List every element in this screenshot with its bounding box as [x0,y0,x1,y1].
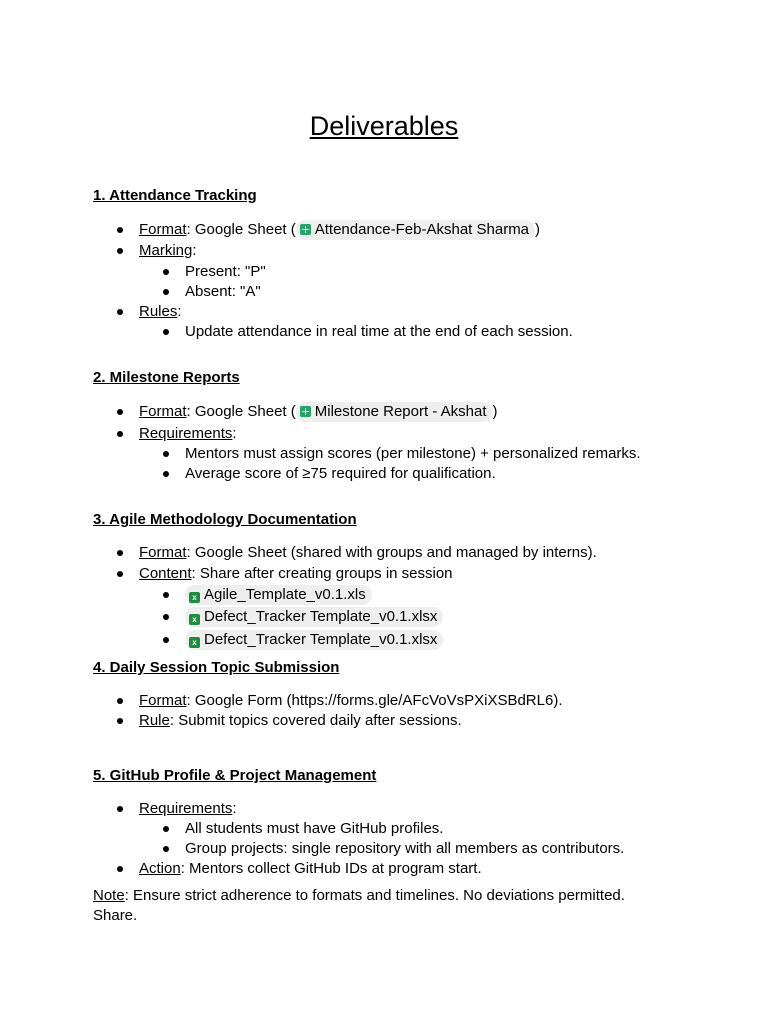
section-heading-daily-session: 4. Daily Session Topic Submission [93,659,340,676]
section-heading-attendance: 1. Attendance Tracking [93,187,257,204]
list-item: Group projects: single repository with all members as contributors. [185,839,624,859]
list-item: Rule: Submit topics covered daily after sessions. [139,711,462,731]
list-item: Format: Google Sheet (shared with groups and managed by interns). [139,543,597,563]
format-label: Format [139,692,187,709]
attendance-sheet-chip[interactable]: Attendance-Feb-Akshat Sharma [296,220,535,240]
bullet [163,329,169,335]
file-chip-agile-template[interactable]: x Agile_Template_v0.1.xls [185,585,372,605]
bullet [117,718,123,724]
list-item: Mentors must assign scores (per milestone) + personalized remarks. [185,444,641,464]
bullet [117,227,123,233]
format-label: Format [139,544,187,561]
list-item: Format: Google Form (https://forms.gle/AFcVoVsPXiXSBdRL6). [139,691,563,711]
list-item: Absent: "A" [185,282,261,302]
bullet [163,451,169,457]
requirements-label: Requirements [139,425,233,442]
section-heading-milestone: 2. Milestone Reports [93,369,240,386]
milestone-sheet-chip[interactable]: Milestone Report - Akshat [296,402,493,422]
rule-label: Rule [139,712,170,729]
format-label: Format [139,403,187,420]
format-label: Format [139,221,187,238]
list-item: Content: Share after creating groups in session [139,564,453,584]
list-item: All students must have GitHub profiles. [185,819,443,839]
file-chip-defect-tracker[interactable]: x Defect_Tracker Template_v0.1.xlsx [185,607,443,627]
list-item [185,630,443,650]
list-item: Update attendance in real time at the end of each session. [185,322,573,342]
bullet [163,826,169,832]
bullet [163,846,169,852]
bullet [117,866,123,872]
list-item: Format: Google Sheet ( Milestone Report - Akshat ) [139,402,498,422]
list-item [185,607,443,627]
excel-file-icon: x [189,614,200,625]
list-item: Requirements: [139,799,237,819]
note-paragraph: Note: Ensure strict adherence to formats and timelines. No deviations permitted. Share. [93,887,625,924]
bullet [117,571,123,577]
google-sheets-icon [300,406,311,417]
bullet [117,806,123,812]
section-heading-agile: 3. Agile Methodology Documentation [93,511,357,528]
section-heading-github: 5. GitHub Profile & Project Management [93,767,377,784]
action-label: Action [139,860,181,877]
bullet [163,471,169,477]
bullet [163,592,169,598]
bullet [117,431,123,437]
requirements-label: Requirements [139,800,233,817]
note-label: Note [93,887,125,904]
bullet [117,698,123,704]
bullet [117,550,123,556]
google-sheets-icon [300,224,311,235]
bullet [117,248,123,254]
list-item: Requirements: [139,424,237,444]
content-label: Content [139,565,192,582]
bullet [117,409,123,415]
list-item [185,585,372,605]
bullet [163,269,169,275]
list-item: Rules: [139,302,182,322]
document-title: Deliverables [309,111,459,141]
rules-label: Rules [139,303,178,320]
file-chip-defect-tracker[interactable]: x Defect_Tracker Template_v0.1.xlsx [185,630,443,650]
bullet [163,289,169,295]
list-item: Average score of ≥75 required for qualification. [185,464,496,484]
excel-file-icon: x [189,637,200,648]
bullet [163,637,169,643]
bullet [163,614,169,620]
excel-file-icon: x [189,592,200,603]
list-item: Format: Google Sheet ( Attendance-Feb-Akshat Sharma ) [139,220,540,240]
list-item: Present: "P" [185,262,266,282]
bullet [117,309,123,315]
list-item: Action: Mentors collect GitHub IDs at program start. [139,859,482,879]
marking-label: Marking [139,242,193,259]
list-item: Marking: [139,241,197,261]
